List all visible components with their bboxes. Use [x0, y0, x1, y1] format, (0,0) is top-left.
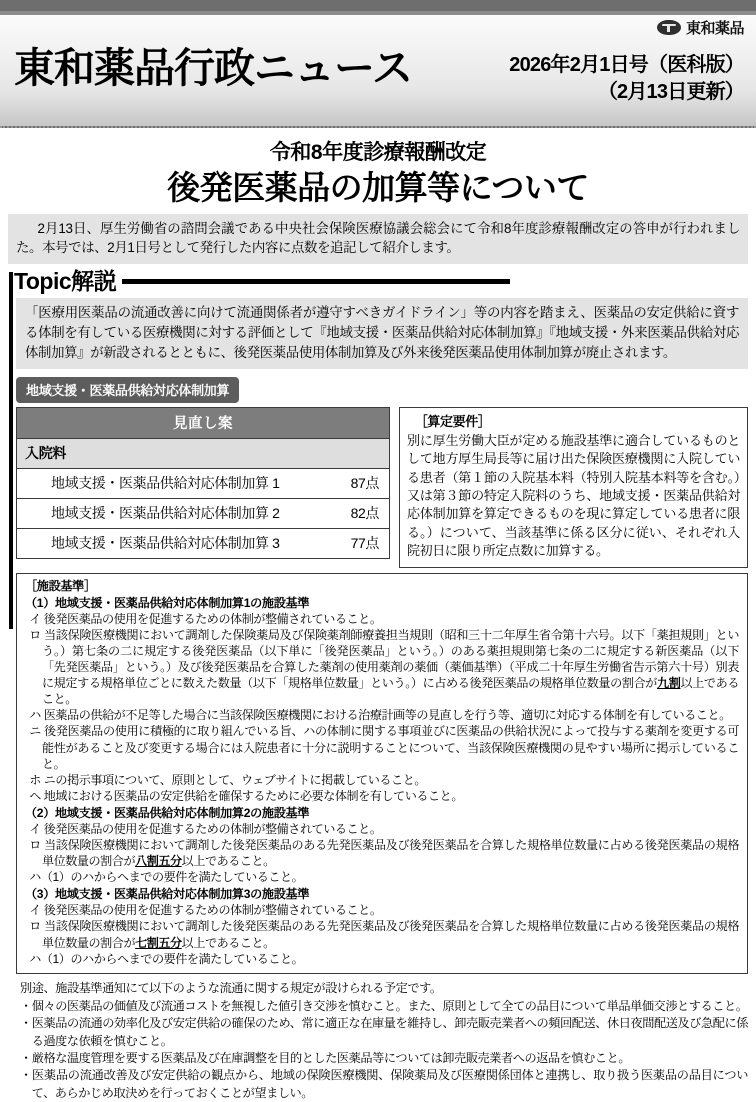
- row-name: 地域支援・医薬品供給対応体制加算 3: [51, 535, 280, 552]
- standards-item-emphasis: 七割五分: [135, 935, 182, 950]
- masthead: [0, 0, 756, 128]
- standards-item-text-tail: 以上であること。: [181, 854, 275, 869]
- standards-item: [29, 869, 739, 885]
- standards-item-text: ハ 医薬品の供給が不足等した場合に当該保険医療機関における治療計画等の見直しを行う等、適切に対応する体制を有していること。: [29, 708, 731, 723]
- table-row: [17, 499, 390, 529]
- table-group-label: 入院料: [17, 439, 390, 469]
- standards-item-text: イ 後発医薬品の使用を促進するための体制が整備されていること。: [29, 821, 382, 836]
- toa-mark-icon: [657, 20, 681, 35]
- topic-rule-decoration: [122, 279, 510, 284]
- row-name: 地域支援・医薬品供給対応体制加算 1: [51, 475, 280, 492]
- standards-title: ［施設基準］: [25, 578, 96, 593]
- publication-title: 東和薬品行政ニュース: [14, 45, 412, 91]
- page-title: 後発医薬品の加算等について: [167, 169, 589, 206]
- standards-item: [29, 611, 739, 627]
- revision-table: [16, 407, 390, 559]
- standards-item-text: イ 後発医薬品の使用を促進するための体制が整備されていること。: [29, 903, 382, 918]
- standards-item: [29, 951, 739, 967]
- issue-date-line: 2026年2月1日号（医科版）: [509, 54, 744, 76]
- topic-section: [0, 267, 756, 294]
- standards-item-text: ホ ニの掲示事項について、原則として、ウェブサイトに掲載していること。: [29, 772, 426, 787]
- note-bullet: ・医薬品の流通改善及び安定供給の観点から、地域の保険医療機関、保険薬局及び医療関係団体と連携し、取り扱う医薬品の品目について、あらかじめ取決めを行っておくことが望ましい。: [20, 1068, 748, 1100]
- standards-section-heading: （2）地域支援・医薬品供給対応体制加算2の施設基準: [25, 805, 310, 820]
- standards-item-text: ロ 当該保険医療機関において調剤した保険薬局及び保険薬剤師療養担当規則（昭和三十二年厚生省令第十六号。以下「薬担規則」という。）第七条の二に規定する後発医薬品（以下単に「後発医薬品」という。）のある薬担規則第七条の二に規定する新医薬品（以下「先発医薬品」という。）及び後発医薬品を合算した薬剤の使用薬剤の薬価（薬価基準）（平成二十年厚生労働省告示第六十号）別表に規定する規格単位ごとに数えた数量（以下「規格単位数量」という。）に占める後発医薬品の規格単位数量の割合が: [29, 628, 739, 691]
- issue-update-line: （2月13日更新）: [597, 81, 744, 103]
- standards-item: [29, 788, 739, 804]
- standards-item-emphasis: 八割五分: [135, 854, 182, 869]
- standards-item-text: ハ（1）のハからヘまでの要件を満たしていること。: [29, 951, 304, 966]
- standards-item-text: ハ（1）のハからヘまでの要件を満たしていること。: [29, 870, 304, 885]
- table-and-requirements: [16, 407, 748, 568]
- issue-info: [509, 52, 744, 106]
- table-header-cell: 見直し案: [17, 408, 390, 439]
- revision-table-column: [16, 407, 390, 559]
- requirements-box: [399, 407, 748, 568]
- row-points: 87点: [350, 475, 379, 492]
- standards-section-heading: （3）地域支援・医薬品供給対応体制加算3の施設基準: [25, 887, 310, 902]
- standards-item: [29, 821, 739, 837]
- row-name: 地域支援・医薬品供給対応体制加算 2: [51, 505, 280, 522]
- standards-item-emphasis: 九割: [657, 676, 681, 691]
- section-badge: 地域支援・医薬品供給対応体制加算: [16, 377, 239, 403]
- standards-item-text: ロ 当該保険医療機関において調剤した後発医薬品のある先発医薬品及び後発医薬品を合算した規格単位数量に占める後発医薬品の規格単位数量の割合が: [29, 838, 739, 869]
- topic-heading: [14, 267, 756, 294]
- standards-item: [29, 837, 739, 869]
- facility-standards-box: [16, 573, 748, 974]
- company-brand: [657, 17, 744, 38]
- table-row: [17, 469, 390, 499]
- standards-item: [29, 902, 739, 918]
- requirements-body: 別に厚生労働大臣が定める施設基準に適合しているものとして地方厚生局長等に届け出た保険医療機関に入院している患者（第１節の入院基本料（特別入院基本料等を含む。）又は第３節の特定入院料のうち、地域支援・医薬品供給対応体制加算を算定できるものを現に算定している患者に限る。）について、当該基準に係る区分に従い、それぞれ入院初日に限り所定点数に加算する。: [407, 432, 740, 559]
- kicker-title: 令和8年度診療報酬改定: [269, 141, 487, 164]
- intro-summary-box: [8, 214, 748, 264]
- standards-item: [29, 918, 739, 950]
- note-bullet: ・厳格な温度管理を要する医薬品及び在庫調整を目的とした医薬品等については卸売販売業者への返品を慎むこと。: [20, 1050, 631, 1065]
- standards-item-text: ニ 後発医薬品の使用に積極的に取り組んでいる旨、ハの体制に関する事項並びに医薬品の供給状況によって投与する薬剤を変更する可能性があること及び変更する場合には入院患者に十分に説明することについて、当該保険医療機関の見やすい場所に掲示していること。: [29, 724, 739, 771]
- standards-item-text-tail: 以上であること。: [181, 935, 275, 950]
- topic-paragraph: 「医療用医薬品の流通改善に向けて流通関係者が遵守すべきガイドライン」等の内容を踏まえ、医薬品の安定供給に資する体制を有している医療機関に対する評価として『地域支援・医薬品供給対応体制加算』『地域支援・外来医薬品供給対応体制加算』が新設されるとともに、後発医薬品使用体制加算及び外来後発医薬品使用体制加算が廃止されます。: [25, 304, 739, 361]
- table-row: [17, 529, 390, 559]
- requirements-title: ［算定要件］: [414, 414, 491, 430]
- requirements-column: [399, 407, 748, 568]
- topic-body-box: [16, 298, 748, 369]
- row-points: 77点: [350, 535, 379, 552]
- standards-item-text-tail: 以上であること。: [41, 676, 739, 707]
- note-bullet: ・個々の医薬品の価値及び流通コストを無視した値引き交渉を慎むこと。また、原則として全ての品目について単品単価交渉とすること。: [20, 998, 748, 1013]
- note-bullet: ・医薬品の流通の効率化及び安定供給の確保のため、常に適正な在庫量を維持し、卸売販売業者への頻回配送、休日夜間配送及び急配に係る過度な依頼を慎むこと。: [20, 1016, 748, 1048]
- footer-notes: [20, 980, 748, 1102]
- company-name: 東和薬品: [685, 20, 744, 37]
- standards-item-text: イ 後発医薬品の使用を促進するための体制が整備されていること。: [29, 611, 382, 626]
- table-group-row: [17, 439, 390, 469]
- intro-paragraph: 2月13日、厚生労働省の諮問会議である中央社会保険医療協議会総会にて令和8年度診療報酬改定の答申が行われました。本号では、2月1日号として発行した内容に点数を追記して紹介します。: [16, 220, 740, 256]
- topic-label: Topic解説: [14, 267, 117, 294]
- standards-item-text: ヘ 地域における医薬品の安定供給を確保するために必要な体制を有していること。: [29, 788, 463, 803]
- standards-item-text: ロ 当該保険医療機関において調剤した後発医薬品のある先発医薬品及び後発医薬品を合算した規格単位数量に占める後発医薬品の規格単位数量の割合が: [29, 919, 739, 950]
- standards-item: [29, 707, 739, 723]
- standards-item: [29, 723, 739, 771]
- standards-item: [29, 772, 739, 788]
- standards-item: [29, 627, 739, 707]
- topic-rail-decoration: [9, 272, 13, 629]
- revision-table-body: [17, 439, 390, 559]
- notes-lead: 別途、施設基準通知にて以下のような流通に関する規定が設けられる予定です。: [20, 980, 442, 995]
- row-points: 82点: [350, 505, 379, 522]
- standards-section-heading: （1）地域支援・医薬品供給対応体制加算1の施設基準: [25, 595, 310, 610]
